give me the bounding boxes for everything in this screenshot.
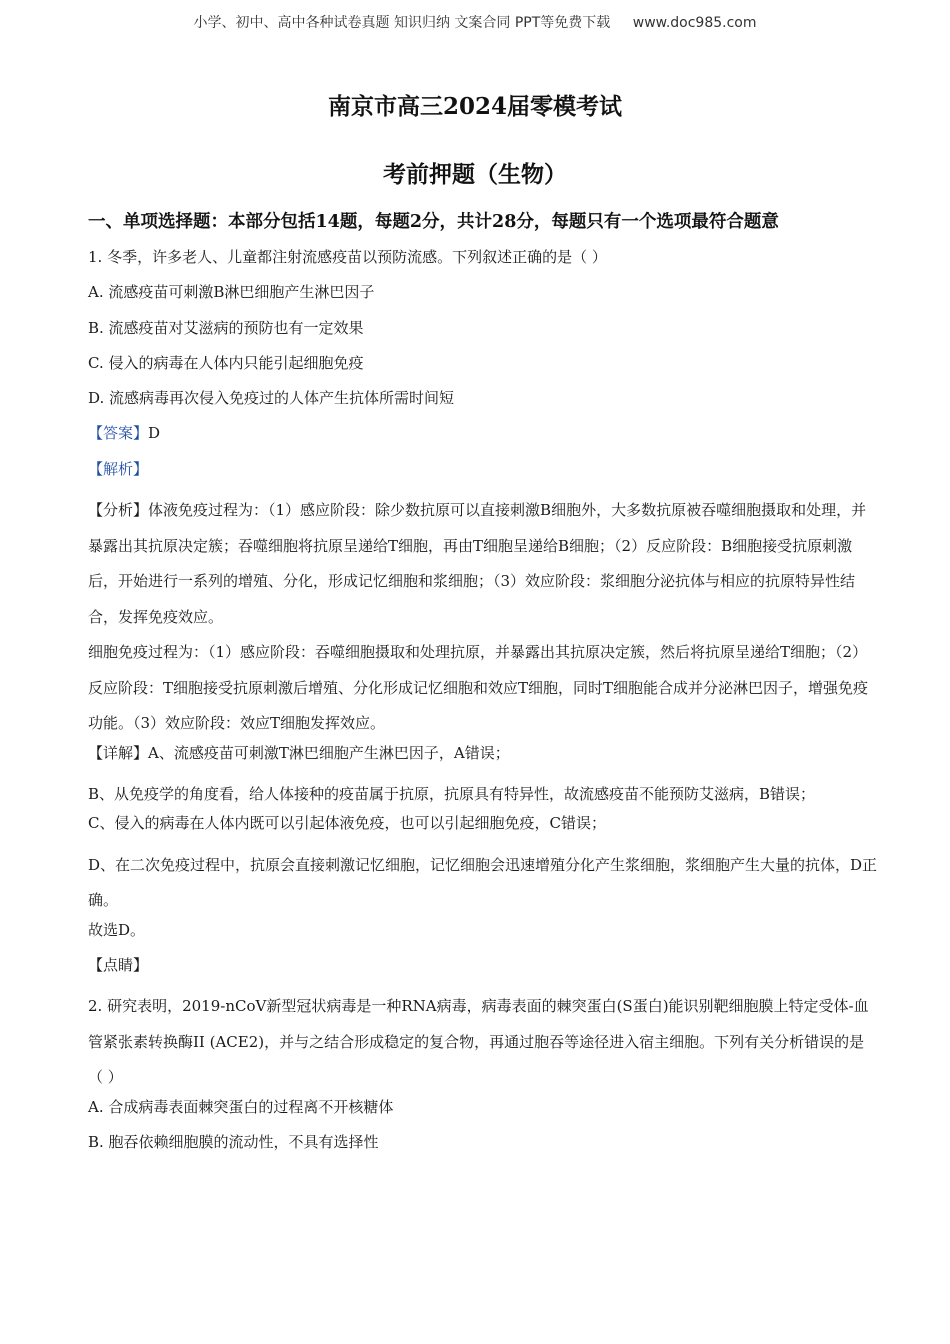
q1-detail-b: B、从免疫学的角度看，给人体接种的疫苗属于抗原，抗原具有特异性，故流感疫苗不能预防艾滋病，B错误；	[88, 784, 816, 803]
q1-detail-c: C、侵入的病毒在人体内既可以引起体液免疫，也可以引起细胞免疫，C错误；	[88, 814, 606, 833]
q1-analysis-heading	[88, 458, 878, 481]
detail-tag: 【详解】	[88, 743, 149, 762]
q1-comment: 【点睛】	[88, 955, 149, 974]
q2-option-a: A. 合成病毒表面棘突蛋白的过程离不开核糖体	[88, 1097, 394, 1116]
document-subtitle: 考前押题（生物）	[383, 161, 567, 188]
fenxi-tag: 【分析】	[88, 501, 149, 520]
document-body	[88, 246, 878, 1166]
q2-option-b: B. 胞吞依赖细胞膜的流动性，不具有选择性	[88, 1133, 379, 1152]
q1-option-b: B. 流感疫苗对艾滋病的预防也有一定效果	[88, 318, 364, 337]
q1-detail-d: D、在二次免疫过程中，抗原会直接刺激记忆细胞，记忆细胞会迅速增殖分化产生浆细胞，浆细胞产生大量的抗体，D正确。	[88, 855, 878, 910]
answer-tag: 【答案】	[88, 424, 149, 443]
page-header	[0, 12, 950, 32]
q1-option-a: A. 流感疫苗可刺激B淋巴细胞产生淋巴因子	[88, 283, 375, 302]
analysis-tag: 【解析】	[88, 459, 149, 478]
q1-option-c: C. 侵入的病毒在人体内只能引起细胞免疫	[88, 353, 364, 372]
q1-answer	[88, 422, 878, 445]
q1-stem: 1. 冬季，许多老人、儿童都注射流感疫苗以预防流感。下列叙述正确的是（ ）	[88, 248, 607, 266]
detail-a-text: A、流感疫苗可刺激T淋巴细胞产生淋巴因子，A错误；	[148, 743, 510, 762]
answer-value: D	[148, 424, 161, 443]
q1-option-d: D. 流感病毒再次侵入免疫过的人体产生抗体所需时间短	[88, 389, 455, 408]
document-title: 南京市高三2024届零模考试	[327, 93, 622, 120]
fenxi-text: 体液免疫过程为：（1）感应阶段：除少数抗原可以直接刺激B细胞外，大多数抗原被吞噬细胞摄取和处理，并暴露出其抗原决定簇；吞噬细胞将抗原呈递给T细胞，再由T细胞呈递给B细胞；（2）反应阶段：B细胞接受抗原刺激后，开始进行一系列的增殖、分化，形成记忆细胞和浆细胞；（3）效应阶段：浆细胞分泌抗体与相应的抗原特异性结合，发挥免疫效应。	[88, 501, 867, 626]
q1-detail-a	[88, 742, 878, 765]
header-site-link[interactable]: www.doc985.com	[632, 15, 757, 31]
header-text: 小学、初中、高中各种试卷真题 知识归纳 文案合同 PPT等免费下载	[193, 15, 611, 31]
q1-conclusion: 故选D。	[88, 920, 146, 939]
q1-fenxi	[88, 493, 878, 635]
q2-stem: 2. 研究表明，2019-nCoV新型冠状病毒是一种RNA病毒，病毒表面的棘突蛋白(S蛋白)能识别靶细胞膜上特定受体-血 管紧张素转换酶II (ACE2)，并与之结合形成稳定的复合物，再通过胞吞等途径进入宿主细胞。下列有关分析错误的是（ ）	[88, 997, 869, 1087]
q1-cell-immunity: 细胞免疫过程为：（1）感应阶段：吞噬细胞摄取和处理抗原，并暴露出其抗原决定簇，然后将抗原呈递给T细胞；（2）反应阶段：T细胞接受抗原刺激后增殖、分化形成记忆细胞和效应T细胞，同时T细胞能合成并分泌淋巴因子，增强免疫功能。（3）效应阶段：效应T细胞发挥效应。	[88, 643, 869, 733]
section-heading: 一、单项选择题：本部分包括14题，每题2分，共计28分，每题只有一个选项最符合题意	[88, 212, 779, 232]
